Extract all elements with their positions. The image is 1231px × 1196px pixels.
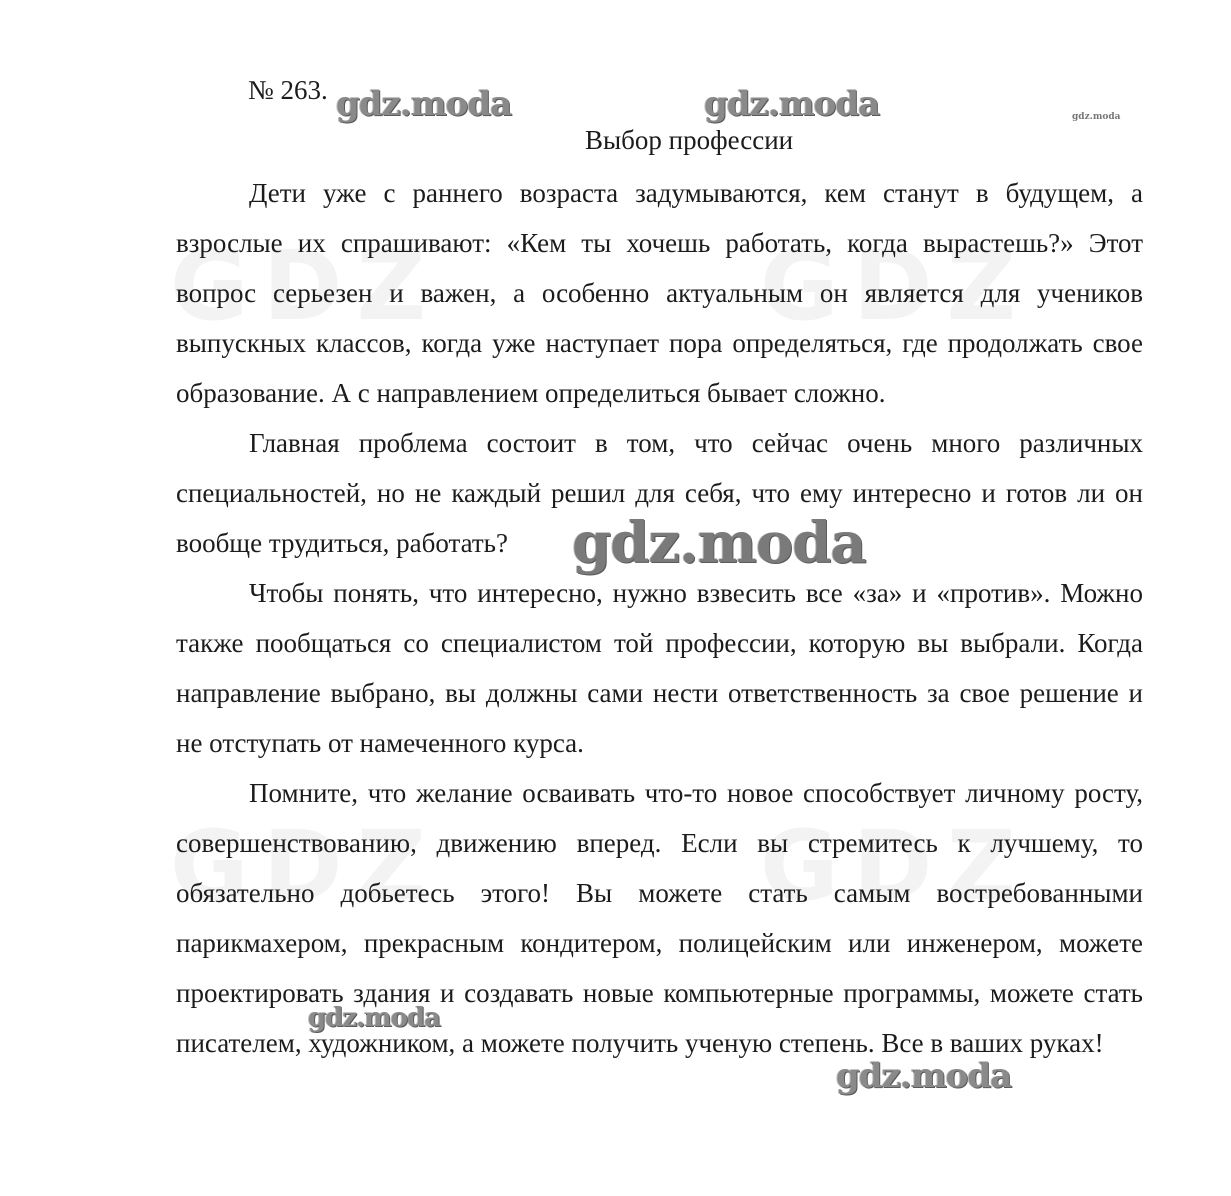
watermark-logo: gdz.moda [836,1056,1012,1096]
exercise-number: № 263. [248,75,328,105]
watermark-logo: gdz.moda [308,1003,441,1033]
paragraph: Помните, что желание осваивать что-то новое способствует личному росту, совершенствованию, движению вперед. Если вы стремитесь к лучшему, то обязательно добьетесь этого! Вы можете стать самым востребованными парикмахером, прекрасным кондитером, полицейским или инженером, можете проектировать здания и создавать новые компьютерные программы, можете стать писателем, художником, а можете получить ученую степень. Все в ваших руках! [176,778,1143,1058]
page-title: Выбор профессии [585,125,794,155]
essay-body [176,168,1143,1068]
watermark-logo: gdz.moda [336,84,512,124]
background-watermark: GDZ [170,810,441,922]
watermark-logo: gdz.moda [704,84,880,124]
paragraph: Чтобы понять, что интересно, нужно взвесить все «за» и «против». Можно также пообщаться со специалистом той профессии, которую вы выбрали. Когда направление выбрано, вы должны сами нести ответственность за свое решение и не отступать от намеченного курса. [176,578,1143,758]
paragraph: Дети уже с раннего возраста задумываются, кем станут в будущем, а взрослые их спрашивают: «Кем ты хочешь работать, когда вырастешь?» Этот вопрос серьезен и важен, а особенно актуальным он является для учеников выпускных классов, когда уже наступает пора определяться, где продолжать свое образование. А с направлением определиться бывает сложно. [176,178,1143,408]
background-watermark: GDZ [170,230,441,342]
background-watermark: GDZ [760,230,1031,342]
paragraph: Главная проблема состоит в том, что сейчас очень много различных специальностей, но не каждый решил для себя, что ему интересно и готов ли он вообще трудиться, работать? [176,428,1143,558]
watermark-logo: gdz.moda [572,510,866,576]
background-watermark: GDZ [760,810,1031,922]
watermark-logo: gdz.moda [1072,112,1121,122]
